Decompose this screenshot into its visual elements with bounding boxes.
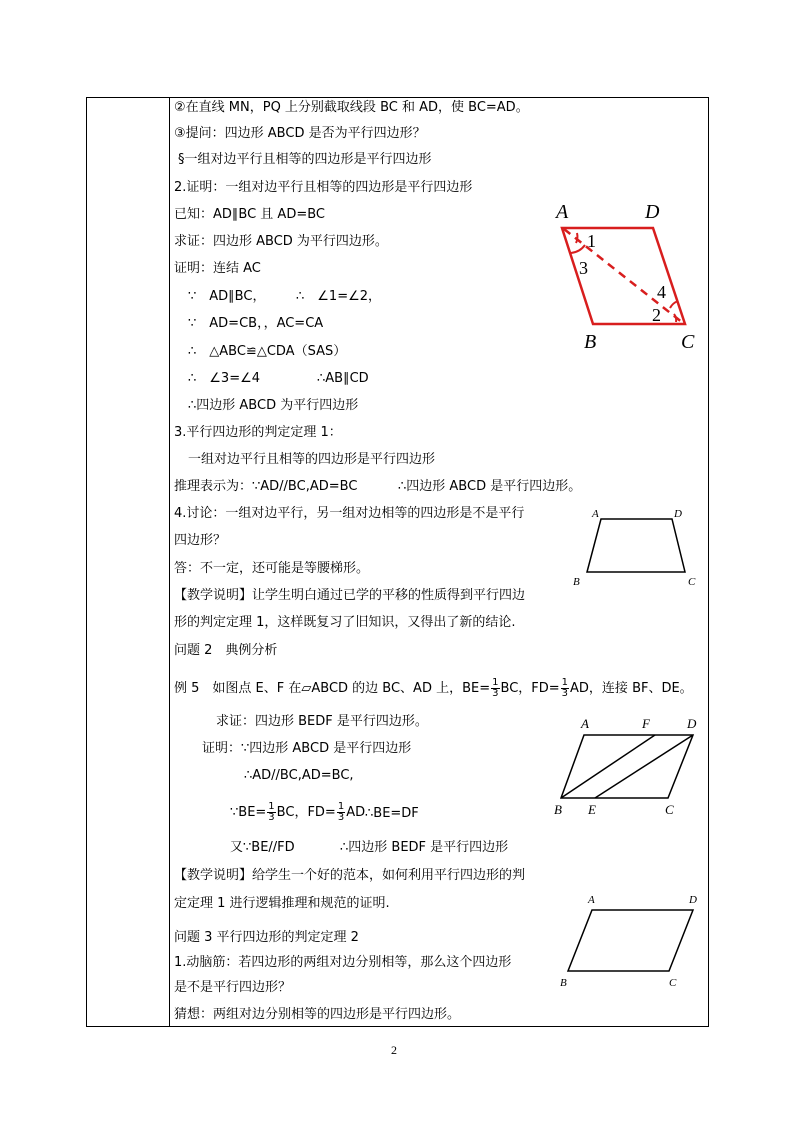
text-line: ∵ AD∥BC， (188, 289, 266, 304)
text-line: 求证：四边形 ABCD 为平行四边形。 (174, 234, 388, 249)
page-number: 2 (391, 1043, 397, 1057)
vertex-label-b: B (560, 977, 567, 989)
vertex-label-a: A (581, 716, 589, 731)
text-line: ∴四边形 ABCD 为平行四边形 (188, 398, 359, 413)
fraction: $\frac{1}{3}$ (561, 677, 569, 699)
vertex-label-d: D (674, 508, 682, 520)
vertex-label-d: D (687, 716, 697, 731)
parallelogram-outline (561, 735, 693, 798)
text-line: 2.证明：一组对边平行且相等的四边形是平行四边形 (174, 180, 473, 195)
text-line: 四边形？ (174, 533, 227, 548)
text-line: ∴ ∠3=∠4 (188, 371, 261, 386)
fraction: $\frac{1}{3}$ (268, 801, 275, 823)
fraction: $\frac{1}{3}$ (337, 801, 345, 823)
text-line: 求证：四边形 BEDF 是平行四边形。 (216, 714, 428, 729)
vertex-label-d: D (645, 201, 660, 223)
text-line: ∵ AD=CB，，AC=CA (188, 316, 324, 331)
example-5-statement: 例 5 如图点 E、F 在▱ABCD 的边 BC、AD 上，BE= $\frac{1}{3}$ BC，FD= $\frac{1}{3}$ AD，连接 BF、DE。 (174, 677, 693, 699)
text-line: 问题 3 平行四边形的判定定理 2 (174, 930, 359, 945)
proof-fraction-line: ∵BE= $\frac{1}{3}$ BC，FD= $\frac{1}{3}$ AD (230, 801, 366, 823)
text-line: §一组对边平行且相等的四边形是平行四边形 (178, 152, 432, 167)
vertex-label-a: A (588, 894, 595, 906)
text-line: 猜想：两组对边分别相等的四边形是平行四边形。 (174, 1007, 461, 1022)
segment-ed (595, 735, 693, 798)
text-line: ∴四边形 BEDF 是平行四边形 (340, 840, 509, 855)
text-line: ∴AD//BC,AD=BC, (244, 768, 354, 783)
text-line: 1.动脑筋：若四边形的两组对边分别相等，那么这个四边形 (174, 955, 512, 970)
text-line: ②在直线 MN，PQ 上分别截取线段 BC 和 AD，使 BC=AD。 (174, 100, 529, 115)
table-column-divider (169, 97, 170, 1027)
vertex-label-d: D (689, 894, 697, 906)
vertex-label-c: C (665, 802, 674, 817)
trapezoid-outline (587, 519, 685, 572)
vertex-label-f: F (642, 716, 650, 731)
angle-4-arc (670, 301, 678, 308)
trapezoid-figure (568, 505, 708, 591)
text-line: 推理表示为：∵AD//BC,AD=BC (174, 479, 358, 494)
text-line: ∴BE=DF (365, 806, 419, 821)
angle-2-arc (674, 314, 676, 322)
text-line: 4.讨论：一组对边平行，另一组对边相等的四边形是不是平行 (174, 506, 525, 521)
vertex-label-b: B (573, 576, 580, 588)
text-line: 又∵BE//FD (230, 840, 295, 855)
text-line: 定定理 1 进行逻辑推理和规范的证明. (174, 896, 390, 911)
text-line: 形的判定定理 1，这样既复习了旧知识，又得出了新的结论. (174, 615, 516, 630)
text-line: ∴ ∠1=∠2， (296, 289, 382, 304)
angle-label-3: 3 (579, 258, 588, 278)
parallelogram-figure-bedf (550, 713, 708, 819)
segment-bf (561, 735, 655, 798)
text-line: 答：不一定，还可能是等腰梯形。 (174, 561, 370, 576)
text-line: ∴AB∥CD (317, 371, 369, 386)
text-line: ∴四边形 ABCD 是平行四边形。 (398, 479, 582, 494)
parallelogram-figure-1 (550, 198, 710, 356)
text-line: 已知：AD∥BC 且 AD=BC (174, 207, 325, 222)
vertex-label-c: C (681, 331, 695, 353)
text-line: 问题 2 典例分析 (174, 643, 278, 658)
parallelogram-outline (568, 910, 693, 971)
text-line: ③提问：四边形 ABCD 是否为平行四边形？ (174, 126, 426, 141)
text-line: 是不是平行四边形？ (174, 980, 292, 995)
vertex-label-e: E (588, 802, 596, 817)
angle-3-arc (571, 245, 585, 253)
vertex-label-b: B (584, 331, 597, 353)
vertex-label-a: A (556, 201, 569, 223)
vertex-label-c: C (688, 576, 696, 588)
text-line: ∴ △ABC≌△CDA（SAS） (188, 344, 347, 359)
text-line: 【教学说明】让学生明白通过已学的平移的性质得到平行四边 (174, 588, 526, 603)
vertex-label-c: C (669, 977, 677, 989)
text-line: 证明：连结 AC (174, 261, 261, 276)
parallelogram-figure-plain (552, 888, 708, 992)
angle-label-2: 2 (652, 305, 661, 325)
angle-label-1: 1 (587, 231, 596, 251)
text-line: 一组对边平行且相等的四边形是平行四边形 (188, 452, 436, 467)
vertex-label-a: A (592, 508, 599, 520)
text-line: 3.平行四边形的判定定理 1： (174, 425, 342, 440)
text-line: 【教学说明】给学生一个好的范本，如何利用平行四边形的判 (174, 868, 526, 883)
vertex-label-b: B (554, 802, 562, 817)
angle-label-4: 4 (657, 282, 666, 302)
text-line: 证明：∵四边形 ABCD 是平行四边形 (202, 741, 412, 756)
fraction: $\frac{1}{3}$ (492, 677, 499, 699)
